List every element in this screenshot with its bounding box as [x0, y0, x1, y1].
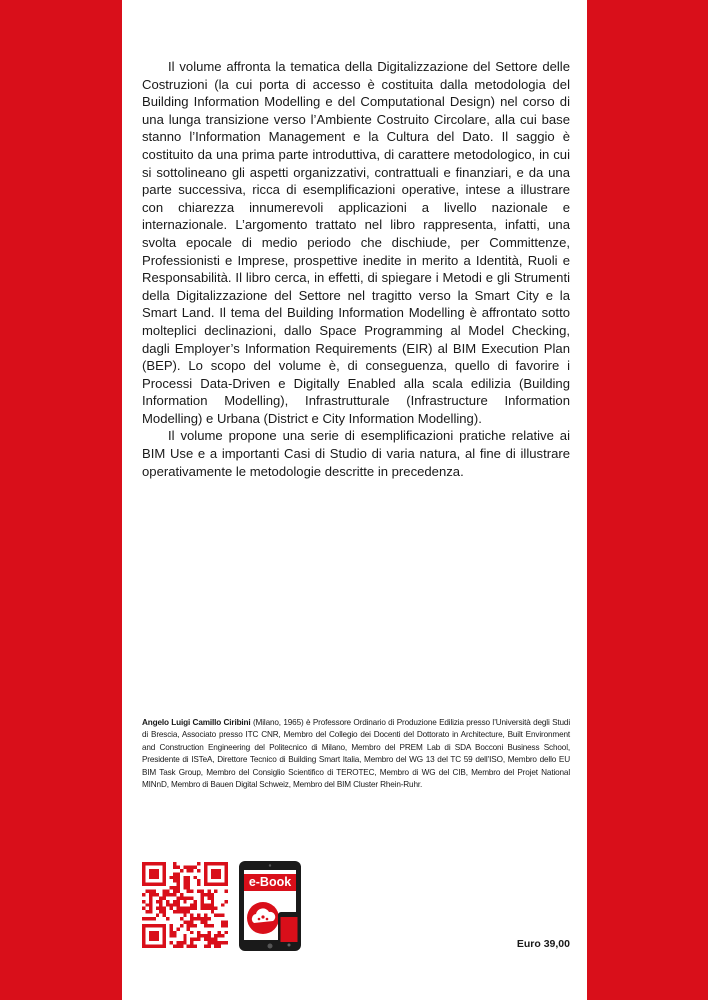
- right-red-band: [587, 0, 708, 1000]
- price: Euro 39,00: [516, 938, 570, 950]
- book-description: [142, 58, 570, 480]
- ebook-badge: [238, 860, 304, 954]
- smartphone-icon: [278, 912, 300, 948]
- qr-code-icon[interactable]: [142, 862, 228, 948]
- description-paragraph-2: Il volume propone una serie di esemplificazioni pratiche relative ai BIM Use e a importanti Casi di Studio di varia natura, al fine di illustrare operativamente le metodologie descritte in precedenza.: [142, 428, 570, 479]
- description-paragraph-1: Il volume affronta la tematica della Digitalizzazione del Settore delle Costruzioni (la cui porta di accesso è costituita dalla metodologia del Building Information Modelling e del Computational Design) nel corso di una lunga transizione verso l’Ambiente Costruito Circolare, alla cui base stanno l’Information Management e la Cultura del Dato. Il saggio è costituito da una prima parte introduttiva, di carattere metodologico, in cui si sottolineano gli aspetti organizzativi, contrattuali e finanziari, e da una parte successiva, ricca di esemplificazioni operative, intese a illustrare con chiarezza innumerevoli applicazioni a livello nazionale e internazionale. L’argomento trattato nel libro rappresenta, infatti, una svolta epocale di medio periodo che dischiude, per Committenze, Professionisti e Imprese, prospettive inedite in merito a Identità, Ruoli e Responsabilità. Il libro cerca, in effetti, di spiegare i Metodi e gli Strumenti della Digitalizzazione del Settore nel tragitto verso la Smart City e la Smart Land. Il tema del Building Information Modelling è affrontato sotto molteplici declinazioni, dallo Space Programming al Model Checking, dagli Employer’s Information Requirements (EIR) al BIM Execution Plan (BEP). Lo scopo del volume è, di conseguenza, quello di favorire i Processi Data-Driven e Digitally Enabled alla scala edilizia (Building Information Modelling), Infrastrutturale (Infrastructure Information Modelling) e Urbana (District e City Information Modelling).: [142, 59, 570, 426]
- left-red-band: [0, 0, 122, 1000]
- author-bio: [142, 717, 570, 791]
- ebook-label: e-Book: [248, 875, 292, 889]
- back-cover-page: [122, 0, 587, 1000]
- author-name: Angelo Luigi Camillo Ciribini: [142, 718, 251, 727]
- author-bio-text: (Milano, 1965) è Professore Ordinario di Produzione Edilizia presso l’Università degli Studi di Brescia, Associato presso ITC CNR, Membro del Collegio dei Docenti del Dottorato in Architecture, Built Environment and Construction Engineering del Politecnico di Milano, Membro del PREM Lab di SDA Bocconi Business School, Presidente di ISTeA, Direttore Tecnico di Building Smart Italia, Membro del WG 13 del TC 59 dell’ISO, Membro dello EU BIM Task Group, Membro del Consiglio Scientifico di TEROTEC, Membro di WG del CIB, Membro del Projet National MINnD, Membro di Bauen Digital Schweiz, Membro del BIM Cluster Rhein-Ruhr.: [142, 718, 570, 790]
